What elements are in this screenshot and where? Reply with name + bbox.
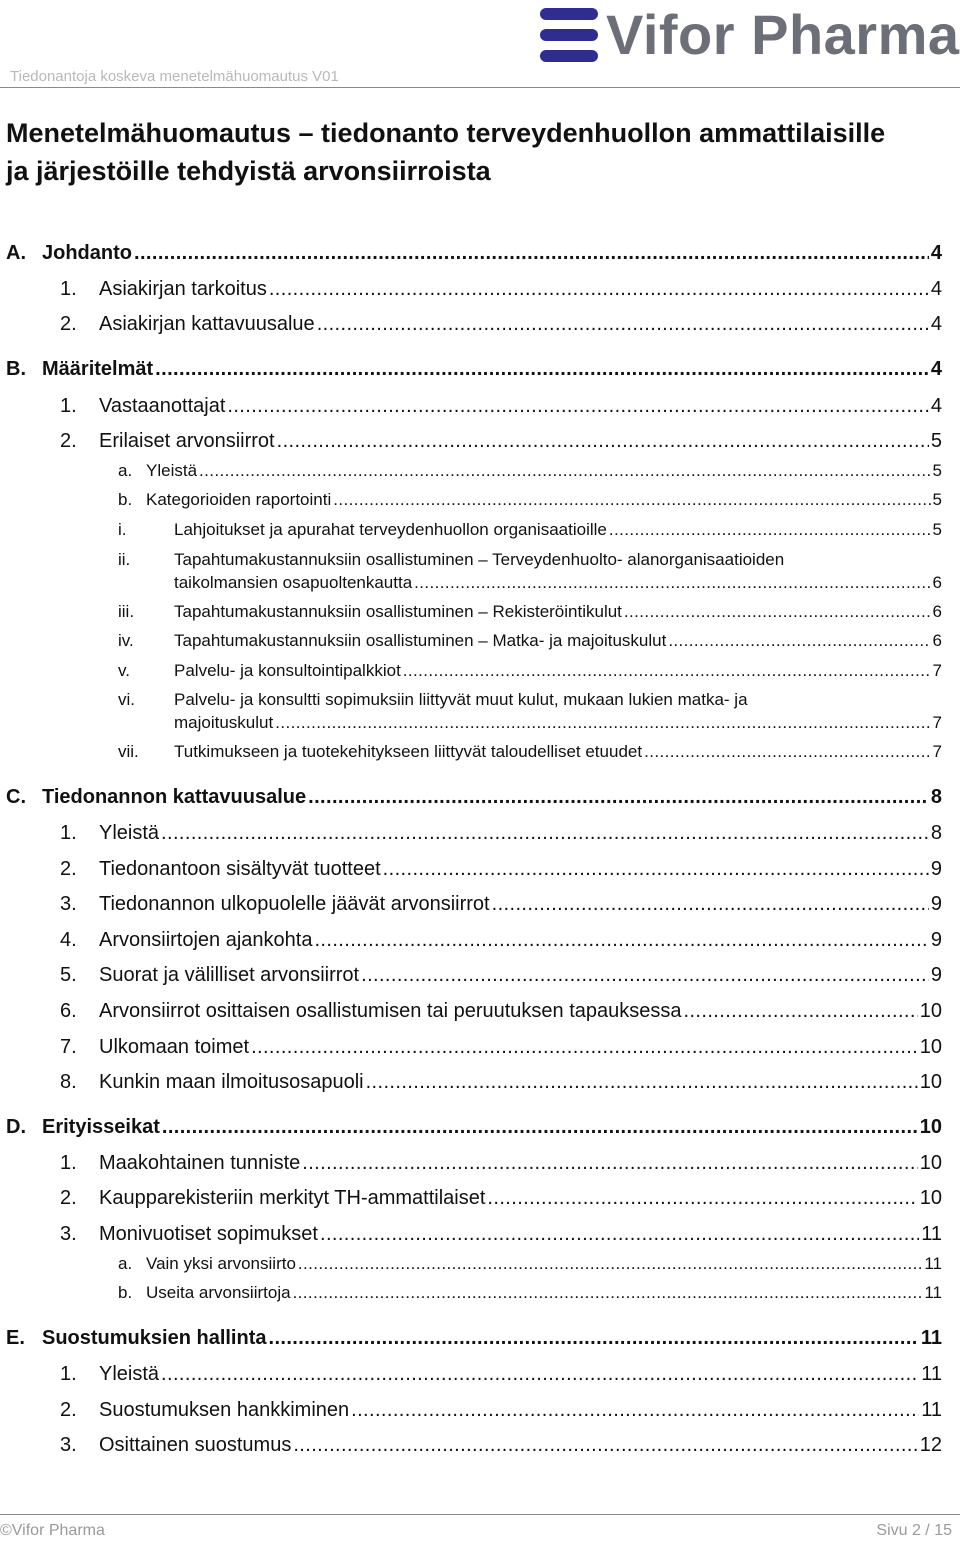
- toc-page: 7: [932, 661, 942, 680]
- toc-number: 2.: [60, 858, 77, 880]
- toc-number: 2.: [60, 1187, 77, 1209]
- toc-number: 1.: [60, 822, 77, 844]
- toc-text: Useita arvonsiirtoja: [146, 1283, 291, 1302]
- toc-leader: [161, 822, 929, 845]
- toc-page: 7: [932, 713, 942, 732]
- toc-entry[interactable]: [118, 661, 942, 681]
- toc-page: 8: [930, 822, 942, 844]
- toc-entry[interactable]: [60, 893, 942, 916]
- toc-entry[interactable]: [118, 520, 942, 540]
- toc-number: 2.: [60, 430, 77, 452]
- toc-page: 11: [920, 1327, 942, 1349]
- toc-page: 4: [930, 358, 942, 380]
- toc-page: 11: [921, 1363, 942, 1385]
- toc-entry-line-1[interactable]: [118, 690, 942, 710]
- toc-text: Tiedonannon kattavuusalue: [42, 786, 307, 808]
- toc-number: 3.: [60, 1223, 77, 1245]
- toc-leader: [155, 358, 929, 381]
- toc-page: 10: [919, 1071, 942, 1093]
- toc-text: Palvelu- ja konsultti sopimuksiin liittyvät muut kulut, mukaan lukien matka- ja: [174, 690, 748, 709]
- toc-page: 12: [919, 1434, 942, 1456]
- toc-number: 6.: [60, 1000, 77, 1022]
- toc-text: Tutkimukseen ja tuotekehitykseen liittyvät taloudelliset etuudet: [174, 742, 643, 761]
- toc-leader: [609, 520, 931, 540]
- toc-leader: [161, 1363, 919, 1386]
- toc-entry[interactable]: [6, 242, 942, 265]
- toc-number: 2.: [60, 313, 77, 335]
- toc-number: vii.: [118, 742, 139, 761]
- toc-number: 1.: [60, 1152, 77, 1174]
- toc-page: 11: [924, 1254, 942, 1273]
- toc-leader: [317, 313, 929, 336]
- toc-text: Yleistä: [146, 461, 198, 480]
- toc-entry[interactable]: [60, 430, 942, 453]
- toc-text: Lahjoitukset ja apurahat terveydenhuollon organisaatioille: [174, 520, 607, 539]
- toc-entry[interactable]: [60, 964, 942, 987]
- toc-leader: [268, 1327, 918, 1350]
- toc-entry[interactable]: [60, 313, 942, 336]
- toc-number: b.: [118, 490, 133, 509]
- toc-number: v.: [118, 661, 130, 680]
- toc-text: Yleistä: [99, 1363, 160, 1385]
- toc-entry[interactable]: [60, 395, 942, 418]
- footer-page-number: Sivu 2 / 15: [876, 1522, 952, 1539]
- toc-entry[interactable]: [60, 1434, 942, 1457]
- toc-leader: [293, 1283, 923, 1303]
- toc-text: Asiakirjan tarkoitus: [99, 278, 267, 300]
- toc-entry[interactable]: [6, 786, 942, 809]
- toc-leader: [644, 742, 930, 762]
- toc-page: 8: [930, 786, 942, 808]
- toc-number: 3.: [60, 1434, 77, 1456]
- toc-entry[interactable]: [60, 1187, 942, 1210]
- toc-text: Tapahtumakustannuksiin osallistuminen – Rekisteröintikulut: [174, 602, 622, 621]
- toc-page: 11: [924, 1283, 942, 1302]
- toc-text: Kaupparekisteriin merkityt TH-ammattilaiset: [99, 1187, 486, 1209]
- document-title-line-1: Menetelmähuomautus – tiedonanto terveydenhuollon ammattilaisille: [6, 118, 886, 148]
- toc-number: 7.: [60, 1036, 77, 1058]
- toc-leader: [333, 490, 930, 510]
- toc-text: Erityisseikat: [42, 1116, 160, 1138]
- toc-text: Arvonsiirtojen ajankohta: [99, 929, 313, 951]
- toc-number: 1.: [60, 1363, 77, 1385]
- toc-text: Tiedonantoon sisältyvät tuotteet: [99, 858, 381, 880]
- toc-number: vi.: [118, 690, 135, 709]
- toc-text: Monivuotiset sopimukset: [99, 1223, 318, 1245]
- toc-leader: [227, 395, 928, 418]
- toc-number: b.: [118, 1283, 133, 1302]
- toc-page: 7: [932, 742, 942, 761]
- toc-page: 5: [932, 490, 942, 509]
- toc-page: 6: [932, 602, 942, 621]
- toc-entry[interactable]: [118, 490, 942, 510]
- toc-leader: [668, 631, 930, 651]
- toc-entry[interactable]: [60, 278, 942, 301]
- toc-number: 2.: [60, 1399, 77, 1421]
- toc-leader: [320, 1223, 919, 1246]
- toc-page: 9: [930, 858, 942, 880]
- toc-number: 1.: [60, 395, 77, 417]
- toc-entry[interactable]: [118, 461, 942, 481]
- toc-number: 5.: [60, 964, 77, 986]
- toc-entry[interactable]: [118, 1254, 942, 1274]
- logo-text: Vifor Pharma: [606, 3, 960, 66]
- toc-number: iv.: [118, 631, 134, 650]
- toc-number: B.: [6, 358, 26, 380]
- toc-page: 10: [919, 1187, 942, 1209]
- toc-page: 4: [930, 242, 942, 264]
- toc-entry-line-2[interactable]: [174, 573, 942, 593]
- toc-entry[interactable]: [60, 858, 942, 881]
- toc-entry-line-2[interactable]: [174, 713, 942, 733]
- toc-page: 4: [930, 278, 942, 300]
- toc-text: Palvelu- ja konsultointipalkkiot: [174, 661, 401, 680]
- toc-number: 3.: [60, 893, 77, 915]
- toc-entry[interactable]: [60, 822, 942, 845]
- toc-page: 5: [932, 520, 942, 539]
- toc-text: Tapahtumakustannuksiin osallistuminen – Terveydenhuolto- alanorganisaatioiden: [174, 550, 785, 569]
- toc-page: 10: [919, 1000, 942, 1022]
- toc-entry[interactable]: [60, 1223, 942, 1246]
- toc-entry[interactable]: [60, 929, 942, 952]
- toc-entry[interactable]: [60, 1399, 942, 1422]
- toc-page: 9: [930, 929, 942, 951]
- toc-leader: [308, 786, 929, 809]
- document-title-line-2: ja järjestöille tehdyistä arvonsiirroista: [6, 156, 491, 186]
- toc-leader: [624, 602, 931, 622]
- toc-text: Tapahtumakustannuksiin osallistuminen – Matka- ja majoituskulut: [174, 631, 667, 650]
- toc-text: Määritelmät: [42, 358, 154, 380]
- toc-entry[interactable]: [118, 631, 942, 651]
- toc-number: iii.: [118, 602, 135, 621]
- toc-text: Osittainen suostumus: [99, 1434, 292, 1456]
- toc-number: 8.: [60, 1071, 77, 1093]
- toc-entry[interactable]: [118, 742, 942, 762]
- toc-number: a.: [118, 1254, 133, 1273]
- toc-leader: [314, 929, 928, 952]
- toc-page: 11: [921, 1223, 942, 1245]
- toc-leader: [269, 278, 929, 301]
- toc-leader: [403, 661, 931, 681]
- toc-page: 9: [930, 964, 942, 986]
- toc-text: Tiedonannon ulkopuolelle jäävät arvonsiirrot: [99, 893, 490, 915]
- toc-text: Kunkin maan ilmoitusosapuoli: [99, 1071, 364, 1093]
- toc-entry[interactable]: [60, 1036, 942, 1059]
- toc-page: 11: [921, 1399, 942, 1421]
- toc-number: D.: [6, 1116, 26, 1138]
- toc-text: Yleistä: [99, 822, 160, 844]
- toc-text: Suostumuksen hankkiminen: [99, 1399, 350, 1421]
- toc-text: Erilaiset arvonsiirrot: [99, 430, 275, 452]
- toc-entry[interactable]: [6, 1327, 942, 1350]
- toc-entry[interactable]: [6, 1116, 942, 1139]
- toc-entry-line-1[interactable]: [118, 550, 942, 570]
- toc-entry[interactable]: [118, 602, 942, 622]
- toc-entry[interactable]: [60, 1071, 942, 1094]
- toc-leader: [298, 1254, 922, 1274]
- toc-leader: [302, 1152, 918, 1175]
- toc-text: Arvonsiirrot osittaisen osallistumisen tai peruutuksen tapauksessa: [99, 1000, 682, 1022]
- toc-leader: [366, 1071, 918, 1094]
- toc-page: 10: [919, 1116, 942, 1138]
- toc-text-continued: majoituskulut: [174, 713, 274, 732]
- toc-leader: [277, 430, 929, 453]
- toc-leader: [134, 242, 929, 265]
- toc-leader: [199, 461, 931, 481]
- toc-leader: [487, 1187, 917, 1210]
- toc-number: ii.: [118, 550, 131, 569]
- toc-page: 5: [932, 461, 942, 480]
- toc-entry[interactable]: [60, 1000, 942, 1023]
- toc-number: i.: [118, 520, 127, 539]
- toc-text: Suorat ja välilliset arvonsiirrot: [99, 964, 360, 986]
- toc-leader: [383, 858, 929, 881]
- toc-text: Ulkomaan toimet: [99, 1036, 250, 1058]
- toc-text: Vain yksi arvonsiirto: [146, 1254, 296, 1273]
- toc-entry[interactable]: [60, 1363, 942, 1386]
- toc-text-continued: taikolmansien osapuoltenkautta: [174, 573, 413, 592]
- toc-text: Asiakirjan kattavuusalue: [99, 313, 315, 335]
- toc-page: 9: [930, 893, 942, 915]
- toc-page: 10: [919, 1036, 942, 1058]
- running-title: Tiedonantoja koskeva menetelmähuomautus V01: [10, 68, 339, 85]
- toc-page: 6: [932, 573, 942, 592]
- toc-text: Maakohtainen tunniste: [99, 1152, 301, 1174]
- toc-leader: [275, 713, 930, 733]
- toc-page: 5: [930, 430, 942, 452]
- toc-number: A.: [6, 242, 26, 264]
- toc-leader: [251, 1036, 918, 1059]
- toc-page: 6: [932, 631, 942, 650]
- toc-entry[interactable]: [60, 1152, 942, 1175]
- toc-number: a.: [118, 461, 133, 480]
- toc-leader: [351, 1399, 919, 1422]
- toc-leader: [162, 1116, 918, 1139]
- toc-page: 4: [930, 395, 942, 417]
- toc-leader: [684, 1000, 918, 1023]
- toc-text: Johdanto: [42, 242, 132, 264]
- footer-divider: [0, 1514, 960, 1515]
- toc-leader: [361, 964, 929, 987]
- toc-leader: [293, 1434, 917, 1457]
- toc-entry[interactable]: [118, 1283, 942, 1303]
- footer-copyright: ©Vifor Pharma: [0, 1522, 105, 1539]
- toc-number: E.: [6, 1327, 25, 1349]
- toc-entry[interactable]: [6, 358, 942, 381]
- toc-number: 4.: [60, 929, 77, 951]
- toc-leader: [414, 573, 930, 593]
- toc-page: 10: [919, 1152, 942, 1174]
- toc-page: 4: [930, 313, 942, 335]
- toc-leader: [492, 893, 929, 916]
- toc-text: Suostumuksien hallinta: [42, 1327, 267, 1349]
- toc-text: Vastaanottajat: [99, 395, 226, 417]
- toc-text: Kategorioiden raportointi: [146, 490, 332, 509]
- toc-number: 1.: [60, 278, 77, 300]
- toc-number: C.: [6, 786, 26, 808]
